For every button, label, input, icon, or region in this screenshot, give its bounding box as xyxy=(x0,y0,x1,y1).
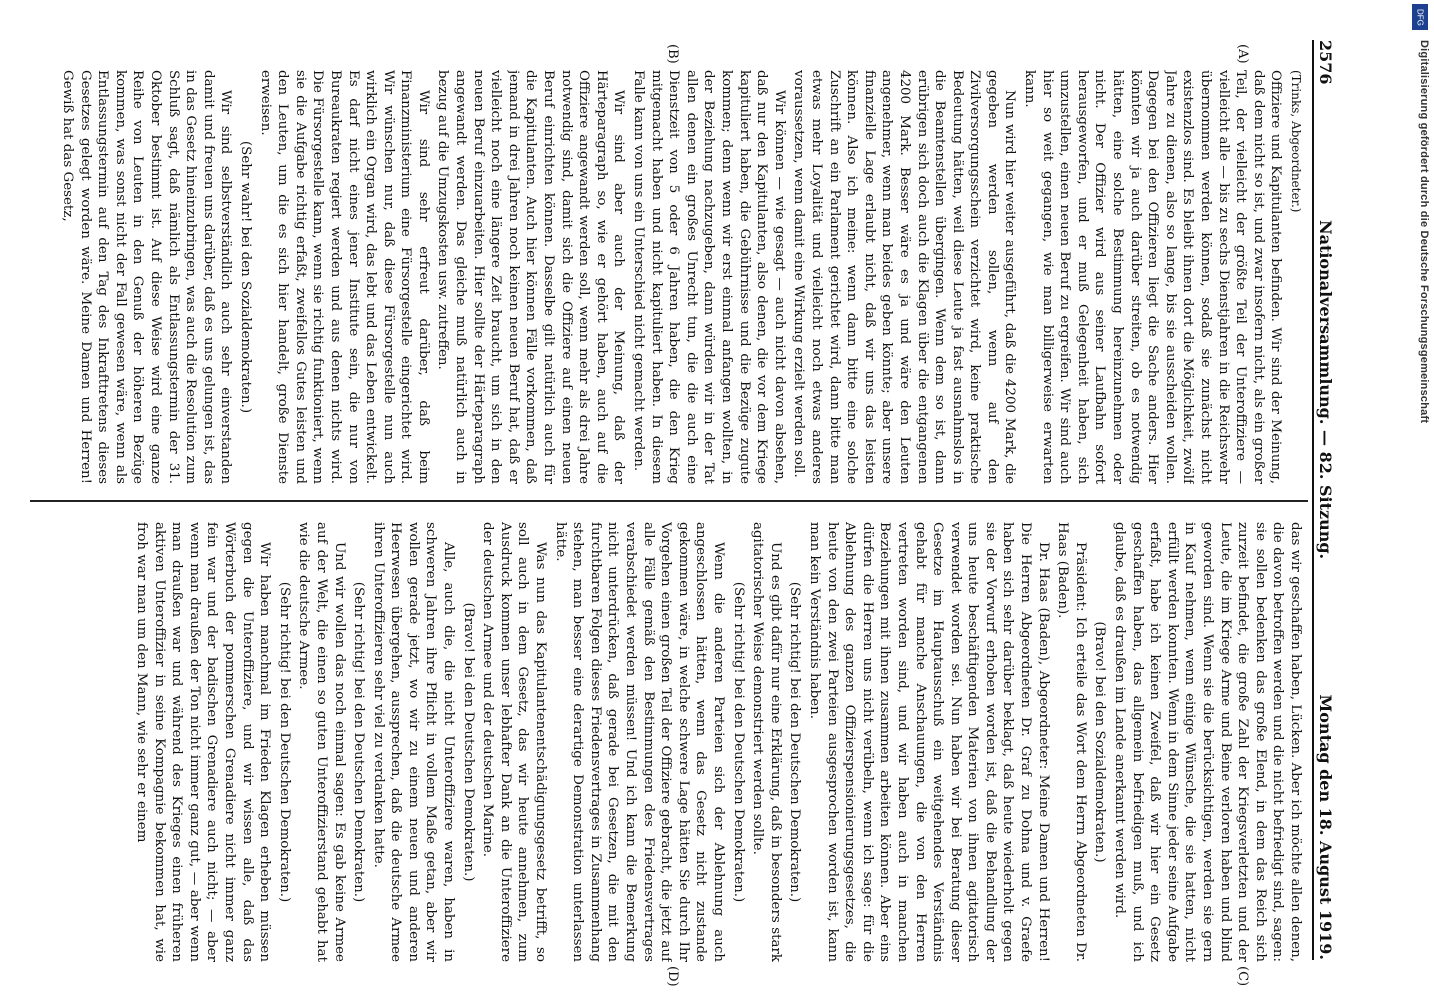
margin-mark-b: (B) xyxy=(665,44,680,64)
margin-mark-d: (D) xyxy=(665,966,680,987)
paragraph: Nun wird hier weiter ausgeführt, daß die 4200 Mark, die gegeben werden sollen, wenn auf den Zivilversorgungsschein verzichtet wird, keine praktische Bedeutung hätten, weil diese Leute ja fast ausnahmslos in die Beamtenstellen übergingen. Wenn dem so ist, dann erübrigen sich doch auch die Klagen über die entgangenen 4200 Mark. Besser wäre es ja und wäre den Leuten angenehmer, wenn man beides geben könnte; aber unsere finanzielle Lage erlaubt nicht, daß wir uns das leisten können. Also ich meine: wenn dann bitte eine solche Zuschrift an ein Parlament gerichtet wird, dann bitte man etwas mehr Loyalität und vielleicht noch etwas anderes voraussetzen, wenn damit eine Wirkung erzielt werden soll. xyxy=(791,70,1018,484)
interjection: (Sehr wahr! bei den Sozialdemokraten.) xyxy=(237,140,253,414)
paragraph: Alle, auch die, die nicht Unteroffiziere waren, haben in schweren Jahren ihre Pflicht in vollem Maße getan, aber wir wollen gerade jetzt, wo wir zu einem neuen und anderen Heerwesen übergehen, aussprechen, daß die deutsche Armee ihren Unteroffizieren sehr viel zu verdanken hatte. xyxy=(370,522,457,962)
session-date: Montag den 18. August 1919. xyxy=(1316,694,1335,960)
page-number: 2576 xyxy=(1316,40,1335,85)
paragraph: Wir sind sehr erfreut darüber, daß beim Finanzministerium eine Fürsorgestelle eingerichtet wird. Wir wünschen nur, daß diese Fürsorgestelle nun auch wirklich ein Organ wird, das lebt und das Leben entwickelt. Es darf nicht eines jener Institute sein, die nur von Bureaukraten regiert werden und aus denen nichts wird. Die Fürsorgestelle kann, wenn sie richtig funktioniert, wenn sie die Aufgabe richtig erfaßt, zweifellos Gutes leisten und den Leuten, um die es sich hier handelt, große Dienste erweisen. xyxy=(257,70,431,484)
president-statement: Präsident: Ich erteile das Wort dem Herrn Abgeordneten Dr. Haas (Baden). xyxy=(1055,522,1088,962)
interjection: (Sehr richtig! bei den Deutschen Demokraten.) xyxy=(276,581,292,903)
interjection: (Sehr richtig! bei den Deutschen Demokraten.) xyxy=(351,581,367,903)
column-divider xyxy=(30,500,1308,502)
dfg-credit-text: Digitalisierung gefördert durch die Deutsche Forschungsgemeinschaft xyxy=(1418,40,1430,424)
right-column xyxy=(30,522,1304,962)
paragraph: Wir sind selbstverständlich auch sehr einverstanden damit und freuen uns darüber, daß es uns gelungen ist, das in das Gesetz hineinzubringen, was auch die Resolution zum Schluß sagt, daß nämlich als Entlassungstermin der 31. Oktober bestimmt ist. Auf diese Weise wird eine ganze Reihe von Leuten in den Genuß der höheren Bezüge kommen, was sonst nicht der Fall gewesen wäre, wenn als Entlassungstermin auf den Tag des Inkrafttretens dieses Gesetzes gelegt worden wäre. Meine Damen und Herren! Gewiß hat das Gesetz, xyxy=(60,70,234,484)
paragraph: Was nun das Kapitulantenentschädigungsgesetz betrifft, so soll auch in dem Gesetz, das wir heute annehmen, zum Ausdruck kommen unser lebhafter Dank an die Unteroffiziere der deutschen Armee und der deutschen Marine. xyxy=(480,522,549,962)
paragraph: Offiziere und Kapitulanten befinden. Wir sind der Meinung, daß dem nicht so ist, und zwar insofern nicht, als ein großer Teil, der vielleicht der größte Teil der Unteroffiziere — vielleicht alle — bis zu sechs Dienstjahren in die Reichswehr übernommen werden können, sodaß sie zunächst nicht existenzlos sind. Es bleibt ihnen dort die Möglichkeit, zwölf Jahre zu dienen, also so lange, bis sie ausscheiden wollen. Dagegen bei den Offizieren liegt die Sache anders. Hier könnten wir ja auch darüber streiten, ob es notwendig hätten, eine solche Bestimmung hereinzunehmen oder nicht. Der Offizier wird aus seiner Laufbahn sofort herausgeworfen, und er muß Gelegenheit haben, sich umzustellen, einen neuen Beruf zu ergreifen. Wir sind auch hier so weit gegangen, wie man billigerweise erwarten kann. xyxy=(1022,70,1284,484)
interjection: (Bravo! bei den Deutschen Demokraten.) xyxy=(460,602,476,882)
interjection: (Sehr richtig! bei den Deutschen Demokraten.) xyxy=(730,581,746,903)
paragraph: Wir haben manchmal im Frieden Klagen erheben müssen gegen die Unteroffiziere, und wir wissen alle, daß das Wörterbuch der pommerschen Grenadiere nicht immer ganz fein war und der badischen Grenadiere auch nicht; — aber wenn man draußen der Ton nicht immer ganz gut, — aber wenn man draußen war und während des Krieges einen früheren aktiven Unteroffizier in seine Kompagnie bekommen hat, wie froh war man um den Mann, wie sehr er einem xyxy=(134,522,273,962)
paragraph: Und es gibt dafür nur eine Erklärung, daß in besonders stark agitatorischer Weise demonstriert werden sollte. xyxy=(750,522,783,962)
paragraph: Dr. Haas (Baden), Abgeordneter: Meine Damen und Herren! Die Herren Abgeordneten Dr. Graf zu Dohna und v. Graefe haben sich sehr darüber beklagt, daß heute wiederholt gegen sie der Vorwurf erhoben worden ist, daß die Behandlung der uns heute beschäftigenden Materien von ihnen agitatorisch verwendet worden sei. Nun haben wir bei Beratung dieser Gesetze im Hauptausschuß ein weitgehendes Verständnis gehabt für manche Anschauungen, die von den Herren vertreten worden sind, und wir haben auch in manchen Beziehungen mit ihnen zusammen arbeiten können. Aber eins dürfen die Herren uns nicht verübeln, wenn ich sage: für die Ablehnung des ganzen Offizierspensionierungsgesetzes, die heute von den zwei Parteien ausgesprochen worden ist, kann man kein Verständnis haben. xyxy=(806,522,1051,962)
speaker-tag: (Trinks, Abgeordneter.) xyxy=(1289,70,1303,213)
paragraph: das wir geschaffen haben, Lücken. Aber ich möchte allen denen, die davon betroffen werden und die nicht befriedigt sind, sagen: sie sollen bedenken das große Elend, in dem das Reich sich zurzeit befindet, die große Zahl der Kriegsverletzten und der Leute, die im Kriege Arme und Beine verloren haben und blind geworden sind. Wenn sie die berücksichtigen, werden sie gern in Kauf nehmen, wenn einige Wünsche, die sie hatten, nicht erfüllt werden konnten. Wenn in dem Sinne jeder seine Aufgabe erfaßt, habe ich keinen Zweifel, daß wir hier ein Gesetz geschaffen haben, das allgemein befriedigen muß, und ich glaube, daß es draußen im Lande anerkannt werden wird. xyxy=(1112,522,1303,962)
paragraph: Wir können — wie gesagt — auch nicht davon absehen, daß nur den Kapitulanten, also denen, die vor dem Kriege kapituliert haben, die Gebührnisse und die Bezüge zugute kommen; denn wenn wir erst einmal anfangen wollten, in der Beziehung nachzugeben, dann würden wir in der Tat allen denen ein großes Unrecht tun, die die auch eine Dienstzeit von 5 oder 6 Jahren haben, die den Krieg mitgemacht haben und nicht kapituliert haben. In diesem Falle kann von uns ein Unterschied nicht gemacht werden. xyxy=(631,70,787,484)
paragraph: Wenn die anderen Parteien sich der Ablehnung auch angeschlossen hätten, wenn das Gesetz nicht zustande gekommen wäre, in welche schwere Lage hätten Sie durch Ihr Vorgehen einen großen Teil der Offiziere gebracht, die jetzt auf alle Fälle gemäß den Bestimmungen des Friedensvertrages verabschiedet werden müssen! Und ich kann die Bemerkung nicht unterdrücken, daß gerade bei Gesetzen, die mit den furchtbaren Folgen dieses Friedensvertrages in Zusammenhang stehen, man besser eine derartige Demonstration unterlassen hätte. xyxy=(552,522,726,962)
page-header xyxy=(1312,40,1342,960)
paragraph: Und wir wollen das noch einmal sagen: Es gab keine Armee auf der Welt, die einen so guten Unteroffizierstand gehabt hat wie die deutsche Armee. xyxy=(296,522,347,962)
paragraph: Wir sind aber auch der Meinung, daß der Härteparagraph so, wie er gehört haben, auch auf die Offiziere angewandt werden soll, wenn mehr als drei Jahre notwendig sind, damit sich die Offiziere auf einen neuen Beruf einrichten können. Dasselbe gilt natürlich auch für die Kapitulanten. Auch hier können Fälle vorkommen, daß jemand in drei Jahren noch keinen neuen Beruf hat, daß er vielleicht noch eine längere Zeit braucht, um sich in den neuen Beruf einzuarbeiten. Hier sollte der Härteparagraph angewandt werden. Das gleiche muß natürlich auch in bezug auf die Umzugskosten usw. zutreffen. xyxy=(435,70,627,484)
margin-mark-a: (A) xyxy=(1235,44,1250,64)
assembly-title: Nationalversammlung. — 82. Sitzung. xyxy=(1316,219,1335,560)
dfg-logo: DFG xyxy=(1412,4,1428,30)
margin-mark-c: (C) xyxy=(1235,966,1250,987)
left-column xyxy=(30,70,1304,484)
interjection: (Bravo! bei den Sozialdemokraten.) xyxy=(1092,621,1108,863)
dfg-credit-strip xyxy=(1404,0,1434,1000)
interjection: (Sehr richtig! bei den Deutschen Demokraten.) xyxy=(787,581,803,903)
